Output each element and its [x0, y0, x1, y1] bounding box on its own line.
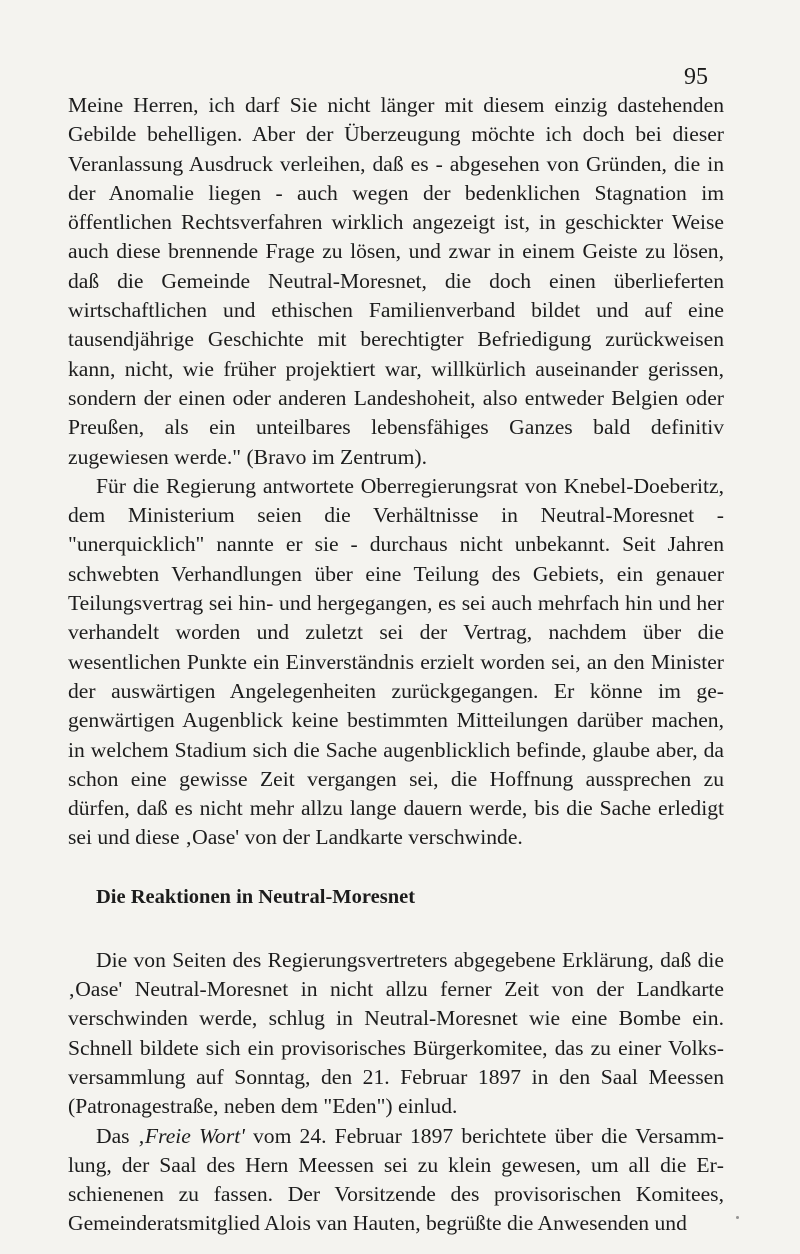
paragraph-freie-wort-rest: vom 24. Februar 1897 berichtete über die Versammlung, der Saal des Hern Meessen sei zu klein gewesen, um all die Erschienenen zu fassen. Der Vorsitzende des provisorischen Komitees, Gemeinderatsmitglied Alois van Hauten, begrüßte die Anwesenden und [68, 1123, 724, 1236]
newspaper-title: ‚Freie Wort' [137, 1123, 245, 1148]
section-heading: Die Reaktionen in Neutral-Moresnet [96, 885, 416, 908]
paragraph-reaction: Die von Seiten des Regierungsvertreters abgegebene Erklärung, daß die ‚Oase' Neutral-Moresnet in nicht allzu ferner Zeit von der Landkarte verschwinden werde, schlug in Neutral-Moresnet wie eine Bombe ein. Schnell bildete sich ein provisorisches Bürgerkomitee, das zu einer Volksversammlung auf Sonntag, den 21. Februar 1897 in den Saal Meessen (Patronagestraße, neben dem "Eden") einlud. [68, 947, 724, 1119]
body-text [68, 91, 724, 1239]
paragraph-freie-wort [68, 1122, 724, 1239]
paragraph-government-response: Für die Regierung antwortete Oberregierungsrat von Knebel-Doeberitz, dem Ministerium seien die Verhältnisse in Neutral-Moresnet - "unerquicklich" nannte er sie - durchaus nicht unbekannt. Seit Jahren schwebten Verhandlungen über eine Teilung des Gebiets, ein genauer Teilungsvertrag sei hin- und hergegangen, es sei auch mehrfach hin und her verhandelt worden und zuletzt sei der Vertrag, nachdem über die wesentlichen Punkte ein Einverständnis erzielt worden sei, an den Minister der auswärtigen Angelegenheiten zurückgegangen. Er könne im gegenwärtigen Augenblick keine bestimmten Mitteilungen darüber machen, in welchem Stadium sich die Sache augenblicklich befinde, glaube aber, da schon eine gewisse Zeit vergangen sei, die Hoffnung aussprechen zu dürfen, daß es nicht mehr allzu lange dauern werde, bis die Sache erledigt sei und diese ‚Oase' von der Landkarte verschwinde. [68, 473, 724, 850]
page-number: 95 [684, 64, 708, 90]
paragraph-freie-wort-lead: Das [96, 1123, 138, 1148]
paragraph-speech-quote: Meine Herren, ich darf Sie nicht länger mit diesem einzig dastehenden Gebilde behelligen. Aber der Überzeugung möchte ich doch bei dieser Veranlassung Ausdruck verleihen, daß es - abgesehen von Gründen, die in der Anomalie liegen - auch wegen der bedenklichen Stagnation im öffentlichen Rechtsverfahren wirklich angezeigt ist, in geschickter Weise auch diese brennende Frage zu lösen, und zwar in einem Geiste zu lösen, daß die Gemeinde Neutral-Moresnet, die doch einen überlieferten wirtschaftlichen und ethischen Familienverband bildet und auf eine tausendjährige Geschichte mit berechtigter Befriedigung zurückweisen kann, nicht, wie früher projektiert war, willkürlich auseinander gerissen, sondern der einen oder anderen Landeshoheit, also entweder Belgien oder Preußen, als ein unteilbares lebensfähiges Ganzes bald definitiv zugewiesen werde." (Bravo im Zentrum). [68, 93, 724, 469]
page-speck [736, 1216, 739, 1219]
